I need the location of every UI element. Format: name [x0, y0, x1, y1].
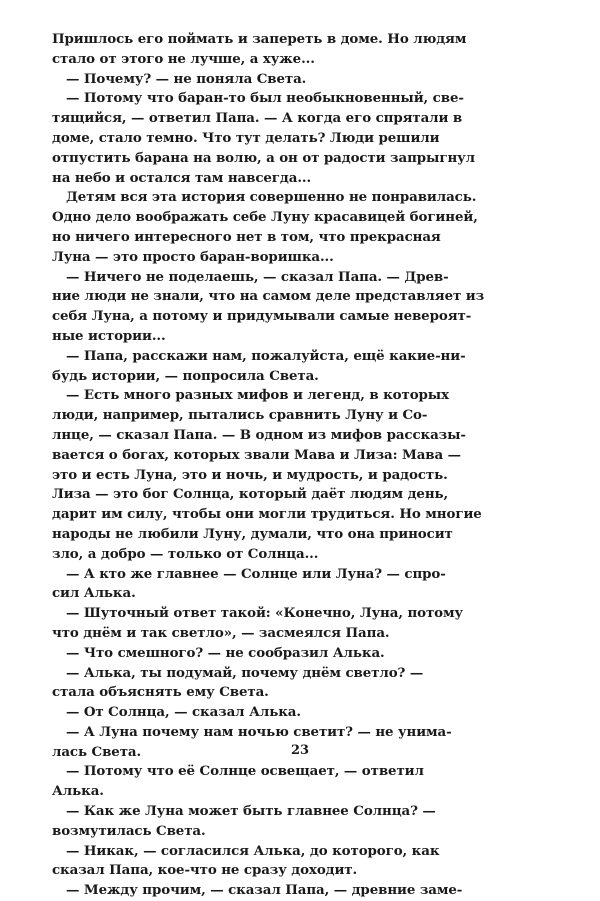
text-line: на небо и остался там навсегда... [52, 169, 312, 186]
text-line: — Что смешного? — не сообразил Алька. [66, 644, 385, 661]
text-line: вается о богах, которых звали Мава и Лиза: Мава — [52, 446, 461, 463]
text-line: лась Света. [52, 743, 142, 760]
paragraph [52, 664, 424, 704]
paragraph [52, 347, 466, 387]
text-line: стала объяснять ему Света. [52, 684, 269, 701]
paragraph [52, 188, 478, 267]
text-line: себя Луна, а потому и придумывали самые невероят- [52, 308, 472, 325]
text-line: зло, а добро — только от Солнца... [52, 545, 319, 562]
paragraph [52, 762, 424, 802]
text-line: Луна — это просто баран-воришка... [52, 248, 334, 265]
text-line: стало от этого не лучше, а хуже... [52, 50, 315, 67]
text-line: Алька. [52, 783, 104, 800]
paragraph [52, 842, 440, 882]
text-line: Детям вся эта история совершенно не понравилась. [66, 189, 477, 206]
text-line: — Есть много разных мифов и легенд, в которых [66, 387, 450, 404]
text-line: ные истории... [52, 327, 166, 344]
text-line: Лиза — это бог Солнца, который даёт людям день, [52, 486, 449, 503]
text-line: — Никак, — согласился Алька, до которого, как [66, 842, 440, 859]
text-line: — Алька, ты подумай, почему днём светло? — [66, 664, 424, 681]
paragraph [52, 386, 482, 564]
text-line: — Потому что баран-то был необыкновенный, све- [66, 90, 464, 107]
text-line: дарит им силу, чтобы они могли трудиться. Но многие [52, 506, 482, 523]
text-line: — Ничего не поделаешь, — сказал Папа. — Древ- [66, 268, 449, 285]
text-line: будь истории, — попросила Света. [52, 367, 319, 384]
text-line: народы не любили Луну, думали, что она приносит [52, 525, 453, 542]
text-line: — Папа, расскажи нам, пожалуйста, ещё какие-ни- [66, 347, 466, 364]
text-line: отпустить барана на волю, а он от радости запрыгнул [52, 149, 475, 166]
paragraph [52, 268, 485, 347]
text-line: возмутилась Света. [52, 822, 206, 839]
paragraph [52, 881, 463, 901]
paragraph [52, 644, 417, 664]
text-line: тящийся, — ответил Папа. — А когда его спрятали в [52, 110, 463, 127]
text-line: Одно дело воображать себе Луну красавицей богиней, [52, 209, 478, 226]
paragraph [52, 703, 417, 723]
text-line: — Между прочим, — сказал Папа, — древние заме- [66, 882, 463, 899]
text-line: — Шуточный ответ такой: «Конечно, Луна, потому [66, 605, 464, 622]
text-line: но ничего интересного нет в том, что прекрасная [52, 228, 441, 245]
paragraph [52, 565, 446, 605]
paragraph [52, 30, 467, 70]
page-body [52, 30, 485, 901]
paragraph [52, 89, 475, 188]
paragraph [52, 70, 417, 90]
text-line: сказал Папа, кое-что не сразу доходит. [52, 862, 358, 879]
text-line: доме, стало темно. Что тут делать? Люди решили [52, 129, 440, 146]
text-line: люди, например, пытались сравнить Луну и Со- [52, 407, 428, 424]
text-line: это и есть Луна, это и ночь, и мудрость, и радость. [52, 466, 448, 483]
page-number: 23 [290, 743, 310, 758]
text-line: сил Алька. [52, 585, 136, 602]
text-line: — А Луна почему нам ночью светит? — не унима- [66, 723, 452, 740]
text-line: ние люди не знали, что на самом деле представляет из [52, 288, 485, 305]
text-line: — Потому что её Солнце освещает, — ответил [66, 763, 424, 780]
text-line: — Как же Луна может быть главнее Солнца? — [66, 803, 436, 820]
text-line: Пришлось его поймать и запереть в доме. Но людям [52, 31, 467, 47]
text-line: — Почему? — не поняла Света. [66, 70, 307, 87]
paragraph [52, 802, 436, 842]
text-line: — А кто же главнее — Солнце или Луна? — спро- [66, 565, 446, 582]
text-line: — От Солнца, — сказал Алька. [66, 704, 301, 721]
paragraph [52, 604, 464, 644]
text-line: лнце, — сказал Папа. — В одном из мифов рассказы- [52, 426, 466, 443]
text-line: что днём и так светло», — засмеялся Папа. [52, 624, 390, 641]
